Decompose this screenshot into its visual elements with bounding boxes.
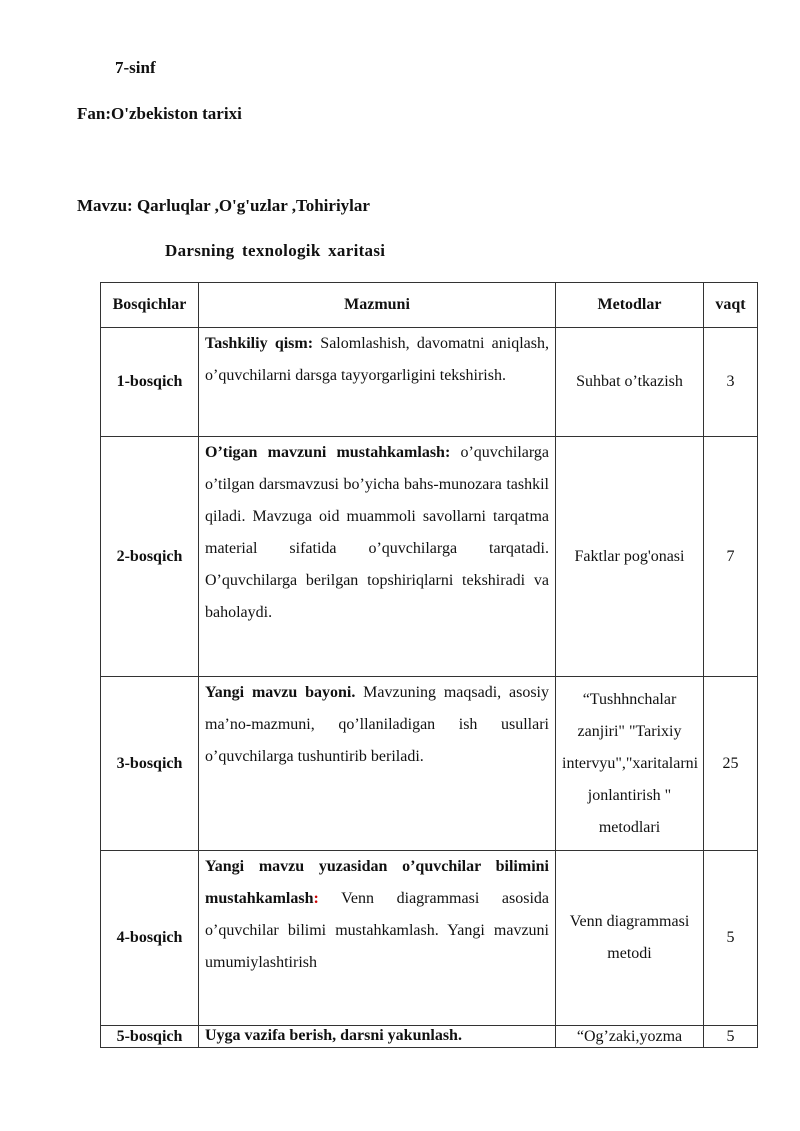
table-row — [101, 677, 758, 851]
content-cell — [199, 437, 556, 677]
content-cell — [199, 328, 556, 437]
lesson-plan-table — [100, 282, 758, 1048]
stage-cell: 1-bosqich — [101, 328, 199, 437]
method-cell: “Tushhnchalar zanjiri" "Tarixiy intervyu","xaritalarni jonlantirish " metodlari — [556, 677, 704, 851]
method-cell: “Og’zaki,yozma — [556, 1026, 704, 1048]
content-text: Salomlashish, davomatni aniqlash, o’quvchilarni darsga tayyorgarligini tekshirish. — [205, 335, 549, 384]
time-cell: 3 — [704, 328, 758, 437]
stage-cell: 3-bosqich — [101, 677, 199, 851]
content-heading: O’tigan mavzuni mustahkamlash: — [205, 444, 451, 461]
stage-cell: 2-bosqich — [101, 437, 199, 677]
method-cell: Suhbat o’tkazish — [556, 328, 704, 437]
time-cell: 5 — [704, 851, 758, 1026]
content-cell — [199, 1026, 556, 1048]
subject-label: Fan:O'zbekiston tarixi — [77, 104, 242, 123]
header-stages: Bosqichlar — [101, 283, 199, 328]
grade-label: 7-sinf — [115, 58, 156, 77]
time-cell: 7 — [704, 437, 758, 677]
lesson-map-title: Darsning texnologik xaritasi — [165, 241, 386, 260]
table-row — [101, 851, 758, 1026]
content-heading: Yangi mavzu yuzasidan o’quvchilar bilimini mustahkamlash — [205, 858, 549, 907]
content-text: Venn diagrammasi asosida o’quvchilar bilimi mustahkamlash. Yangi mavzuni umumiylashtirish — [205, 890, 549, 971]
content-text: Mavzuning maqsadi, asosiy ma’no-mazmuni, qo’llaniladigan ish usullari o’quvchilarga tushuntirib beriladi. — [205, 684, 549, 765]
content-text: o’quvchilarga o’tilgan darsmavzusi bo’yicha bahs-munozara tashkil qiladi. Mavzuga oid muammoli savollarni tarqatma material sifatida o’quvchilarga tarqatadi. O’quvchilarga berilgan topshiriqlarni tekshiradi va baholaydi. — [205, 444, 549, 621]
time-cell: 25 — [704, 677, 758, 851]
header-content: Mazmuni — [199, 283, 556, 328]
content-heading: Uyga vazifa berish, darsni yakunlash. — [205, 1027, 462, 1044]
header-time: vaqt — [704, 283, 758, 328]
stage-cell: 4-bosqich — [101, 851, 199, 1026]
time-cell: 5 — [704, 1026, 758, 1048]
table-row — [101, 437, 758, 677]
table-row — [101, 328, 758, 437]
table-row — [101, 1026, 758, 1048]
topic-label: Mavzu: Qarluqlar ,O'g'uzlar ,Tohiriylar — [77, 196, 370, 215]
content-heading: Tashkiliy qism: — [205, 335, 314, 352]
content-cell — [199, 677, 556, 851]
content-heading: Yangi mavzu bayoni. — [205, 684, 356, 701]
method-cell: Venn diagrammasi metodi — [556, 851, 704, 1026]
stage-cell: 5-bosqich — [101, 1026, 199, 1048]
content-colon: : — [313, 890, 319, 907]
table-header-row — [101, 283, 758, 328]
method-cell: Faktlar pog'onasi — [556, 437, 704, 677]
header-methods: Metodlar — [556, 283, 704, 328]
content-cell — [199, 851, 556, 1026]
